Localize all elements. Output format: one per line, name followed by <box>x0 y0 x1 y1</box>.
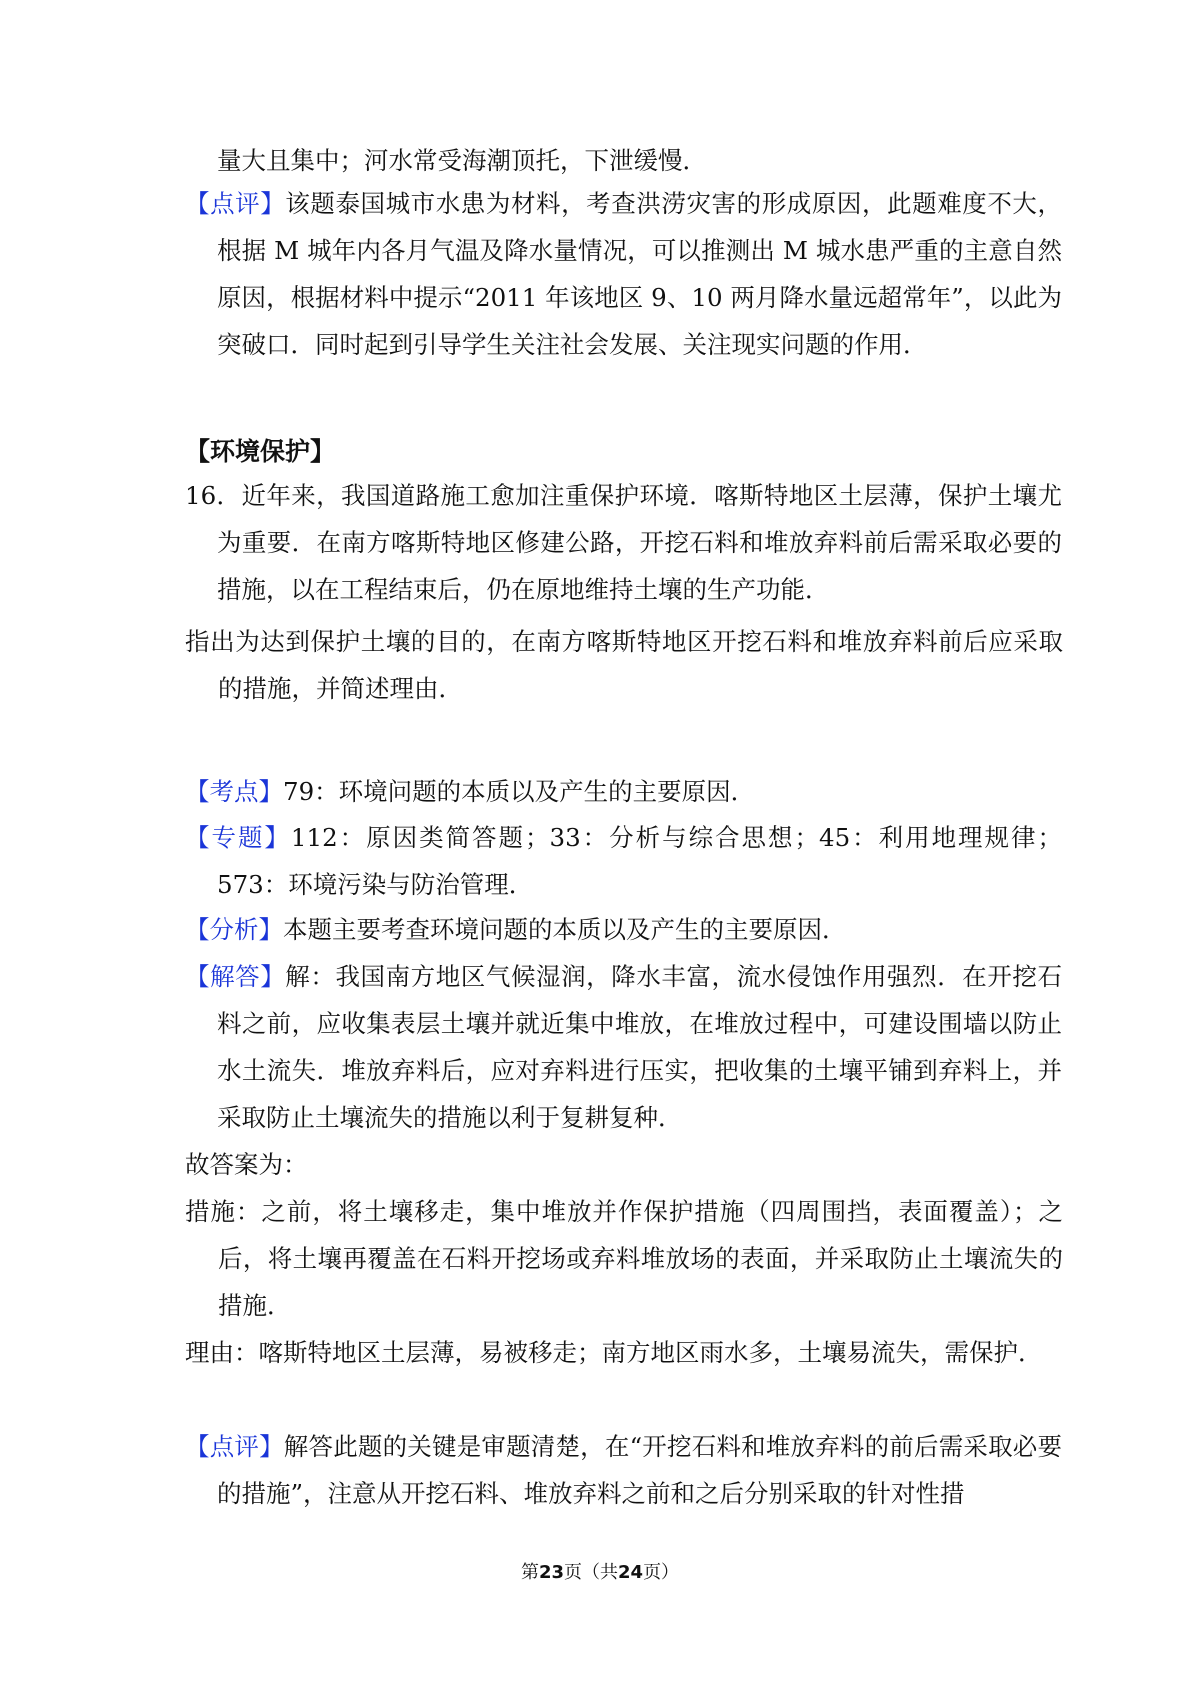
fenxi-tag: 【分析】 <box>185 915 283 944</box>
question-text: 近年来，我国道路施工愈加注重保护环境．喀斯特地区土层薄，保护土壤尤为重要．在南方喀斯特地区修建公路，开挖石料和堆放弃料前后需采取必要的措施，以在工程结束后，仍在原地维持土壤的生产功能． <box>217 481 1062 604</box>
answer-reason: 理由：喀斯特地区土层薄，易被移走；南方地区雨水多，土壤易流失，需保护． <box>185 1338 1043 1367</box>
previous-answer-tail: 量大且集中；河水常受海潮顶托，下泄缓慢． <box>217 146 707 175</box>
zhuanti-text: 112：原因类简答题；33：分析与综合思想；45：利用地理规律；573：环境污染与防治管理． <box>217 823 1062 899</box>
question-number: 16． <box>185 481 242 510</box>
jieda-text: 解：我国南方地区气候湿润，降水丰富，流水侵蚀作用强烈．在开挖石料之前，应收集表层土壤并就近集中堆放，在堆放过程中，可建设围墙以防止水土流失．堆放弃料后，应对弃料进行压实，把收集的土壤平铺到弃料上，并采取防止土壤流失的措施以利于复耕复种． <box>217 962 1062 1132</box>
dianping <box>185 1423 1062 1517</box>
fenxi-text: 本题主要考查环境问题的本质以及产生的主要原因． <box>283 915 847 944</box>
current-page-number: 23 <box>538 1562 564 1583</box>
comment-text: 该题泰国城市水患为材料，考查洪涝灾害的形成原因，此题难度不大，根据 M 城年内各月气温及降水量情况，可以推测出 M 城水患严重的主意自然原因，根据材料中提示“2011 年该地区 9、10 两月降水量远超常年”，以此为突破口．同时起到引导学生关注社会发展、关注现实问题的作用． <box>217 189 1062 359</box>
section-heading: 【环境保护】 <box>185 437 336 466</box>
dianping-text: 解答此题的关键是审题清楚，在“开挖石料和堆放弃料的前后需采取必要的措施”，注意从开挖石料、堆放弃料之前和之后分别采取的针对性措 <box>217 1432 1062 1508</box>
kaodian-text: 79：环境问题的本质以及产生的主要原因． <box>283 777 756 806</box>
question-16 <box>185 472 1062 613</box>
fenxi <box>185 906 1062 953</box>
zhuanti <box>185 814 1062 908</box>
previous-comment <box>185 180 1062 368</box>
kaodian <box>185 768 1062 815</box>
zhuanti-tag: 【专题】 <box>185 823 291 852</box>
total-page-number: 24 <box>618 1562 644 1583</box>
jieda-tag: 【解答】 <box>185 962 286 991</box>
answer-intro: 故答案为： <box>185 1150 308 1179</box>
dianping-tag: 【点评】 <box>185 1432 284 1461</box>
page-footer: 第23页（共24页） <box>520 1562 680 1583</box>
answer-measures: 措施：之前，将土壤移走，集中堆放并作保护措施（四周围挡，表面覆盖）；之后，将土壤再覆盖在石料开挖场或弃料堆放场的表面，并采取防止土壤流失的措施． <box>185 1197 1063 1320</box>
jieda <box>185 953 1062 1141</box>
kaodian-tag: 【考点】 <box>185 777 283 806</box>
question-prompt: 指出为达到保护土壤的目的，在南方喀斯特地区开挖石料和堆放弃料前后应采取的措施，并简述理由． <box>185 627 1063 703</box>
comment-tag: 【点评】 <box>185 189 286 218</box>
